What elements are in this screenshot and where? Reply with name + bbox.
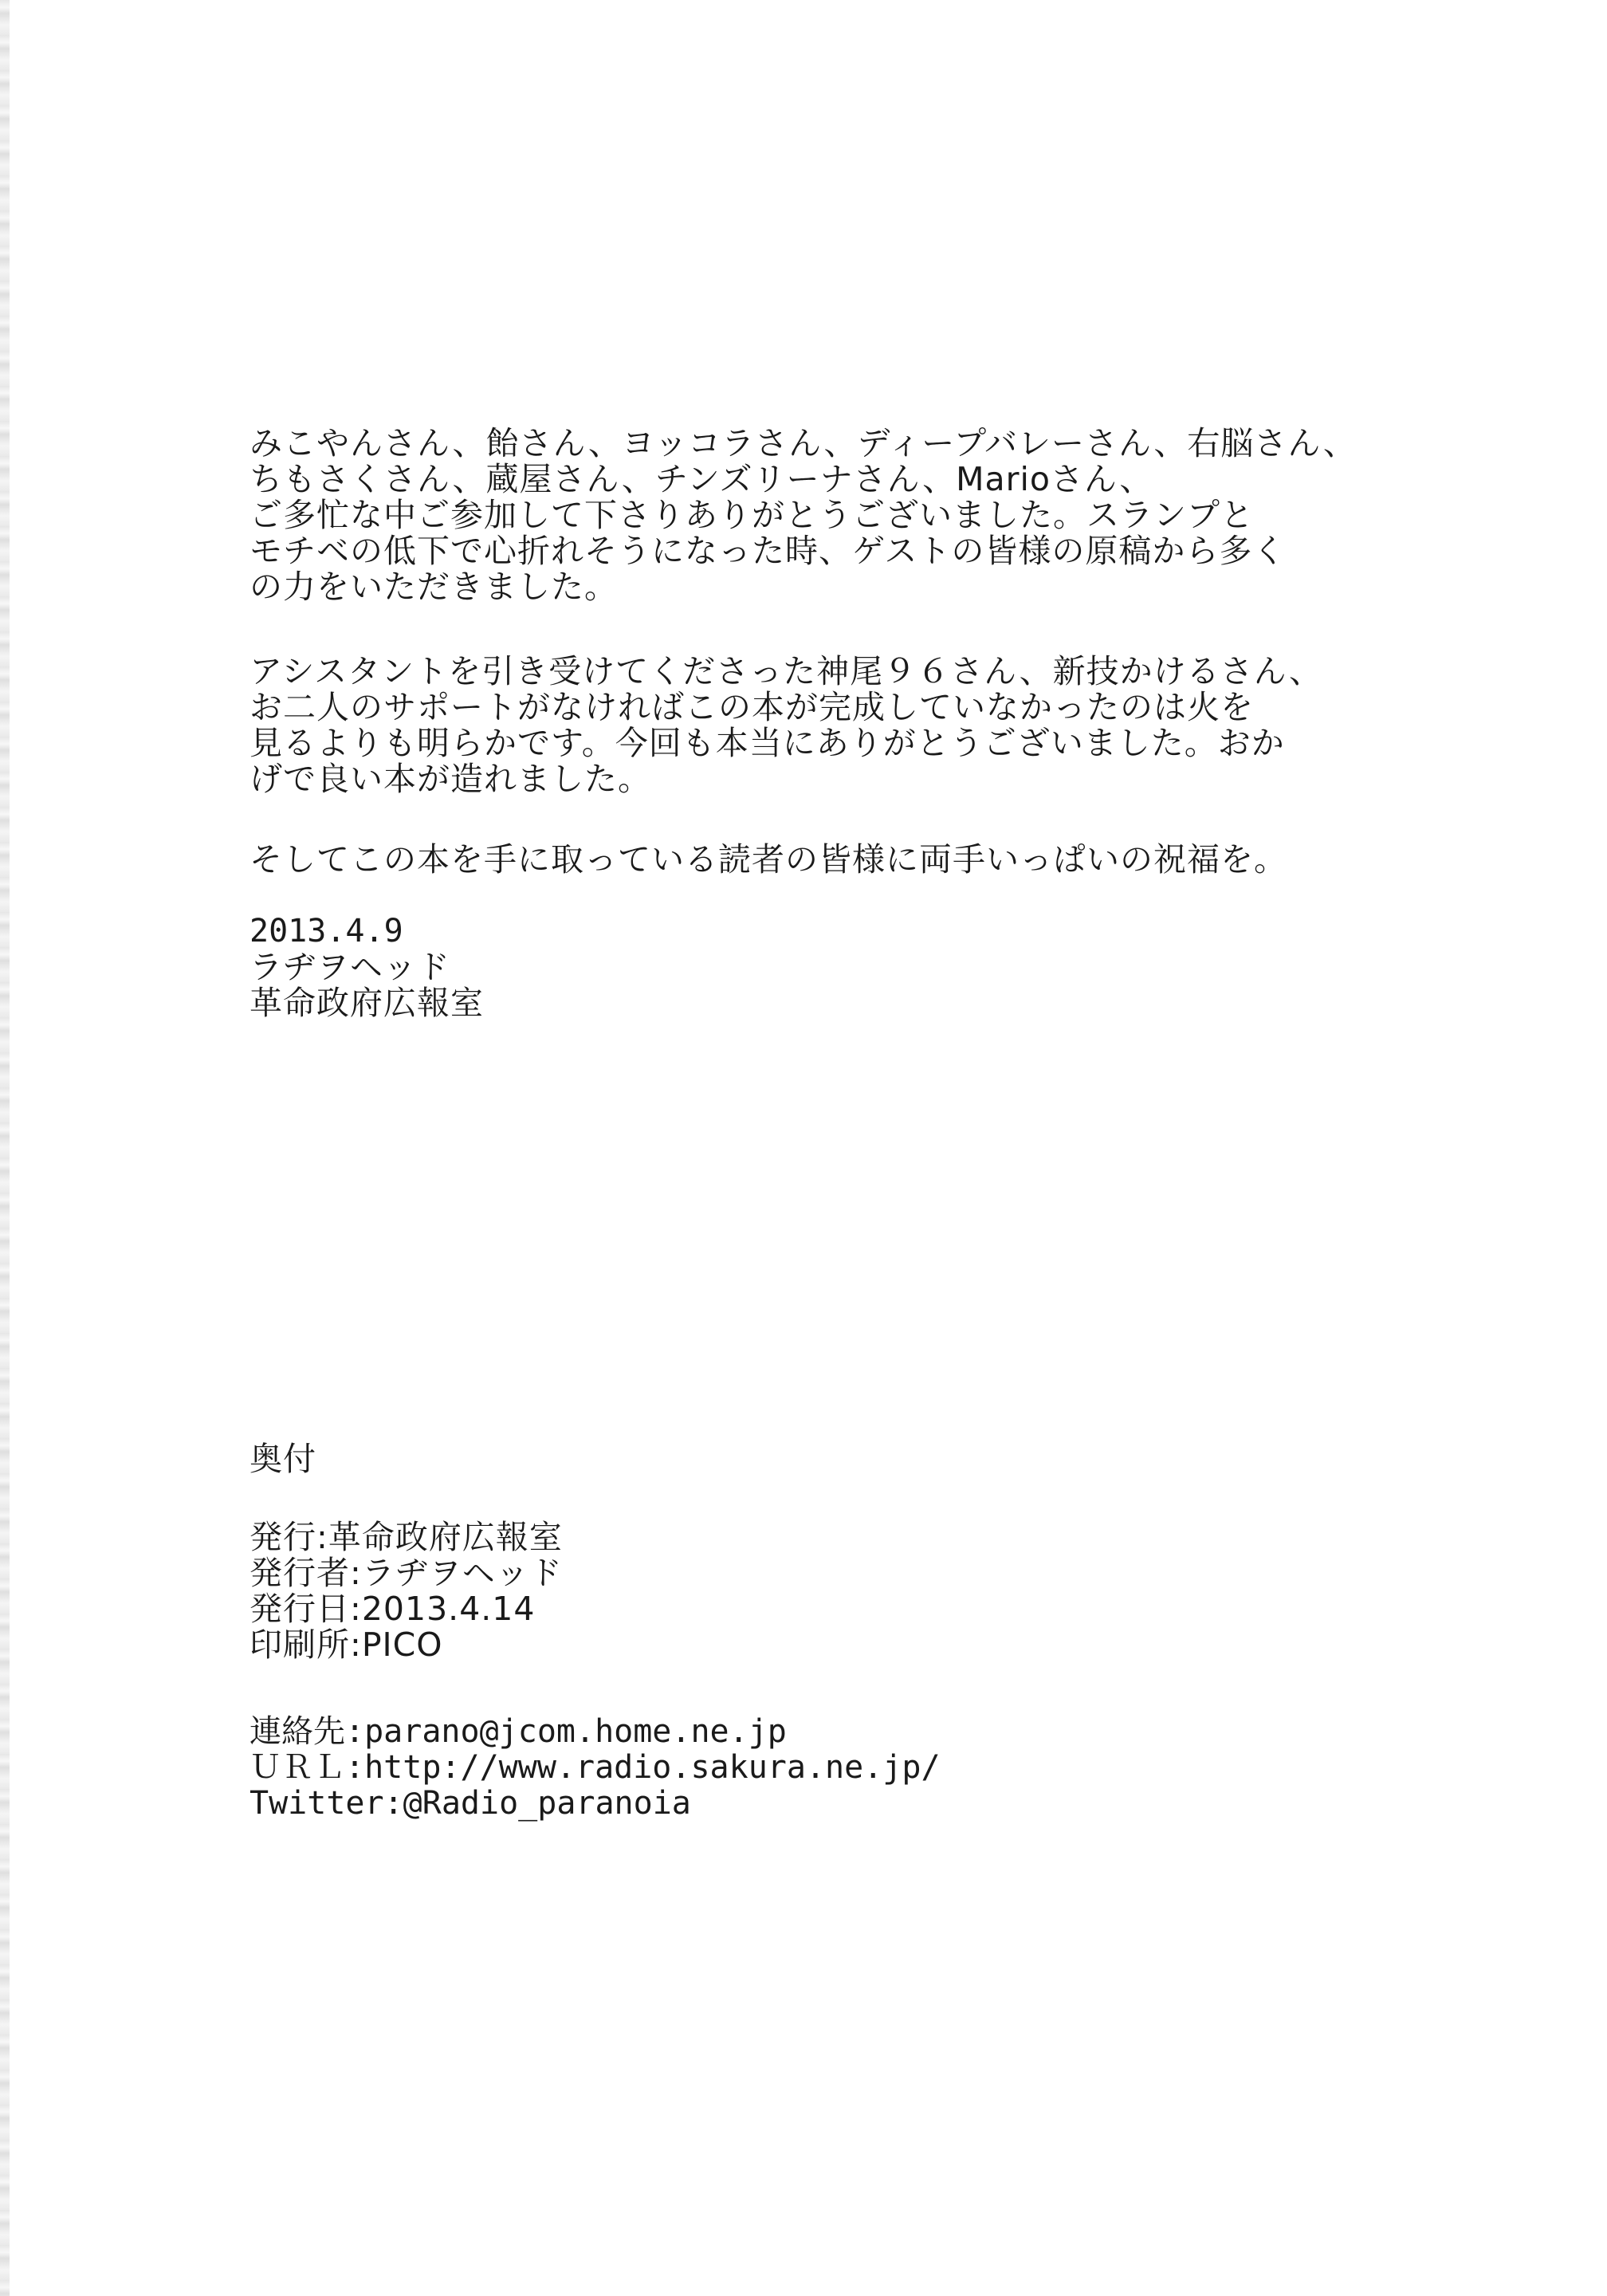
reader-blessing-paragraph [249, 842, 1287, 878]
page-edge-decoration [0, 0, 10, 2296]
colophon-publication-info [249, 1520, 563, 1663]
signature-block [249, 914, 484, 1021]
colophon-printer: 印刷所:PICO [249, 1626, 443, 1664]
assistant-thanks-paragraph [249, 654, 1322, 797]
text-line: げで良い本が造れました。 [249, 760, 651, 798]
text-line: ご多忙な中ご参加して下さりありがとうございました。スランプと [249, 496, 1254, 534]
colophon-title: 奥付 [249, 1440, 316, 1478]
text-line: そしてこの本を手に取っている読者の皆様に両手いっぱいの祝福を。 [249, 840, 1287, 879]
text-line: 見るよりも明らかです。今回も本当にありがとうございました。おか [249, 724, 1285, 762]
text-line: お二人のサポートがなければこの本が完成していなかったのは火を [249, 688, 1254, 726]
colophon-contact-info [249, 1714, 941, 1822]
text-line: アシスタントを引き受けてくださった神尾９６さん、新技かけるさん、 [249, 652, 1323, 690]
text-line: モチベの低下で心折れそうになった時、ゲストの皆様の原稿から多く [249, 532, 1287, 570]
text-line: ちもさくさん、蔵屋さん、チンズリーナさん、Marioさん、 [249, 460, 1153, 498]
colophon-contact-email: 連絡先:parano@jcom.home.ne.jp [249, 1713, 787, 1750]
colophon-heading [249, 1441, 316, 1477]
colophon-url: ＵＲＬ:http://www.radio.sakura.ne.jp/ [249, 1749, 941, 1786]
colophon-issuer: 発行者:ラヂヲヘッド [249, 1554, 563, 1592]
signature-date: 2013.4.9 [249, 913, 403, 949]
colophon-publisher: 発行:革命政府広報室 [249, 1518, 563, 1556]
guest-thanks-paragraph [249, 426, 1357, 605]
signature-author: ラヂヲヘッド [249, 948, 450, 986]
colophon-issue-date: 発行日:2013.4.14 [249, 1590, 536, 1628]
text-line: の力をいただきました。 [249, 568, 618, 606]
colophon-twitter: Twitter:@Radio_paranoia [249, 1785, 691, 1822]
text-line: みこやんさん、飴さん、ヨッコラさん、ディープバレーさん、右脳さん、 [249, 424, 1357, 462]
signature-circle: 革命政府広報室 [249, 984, 484, 1022]
